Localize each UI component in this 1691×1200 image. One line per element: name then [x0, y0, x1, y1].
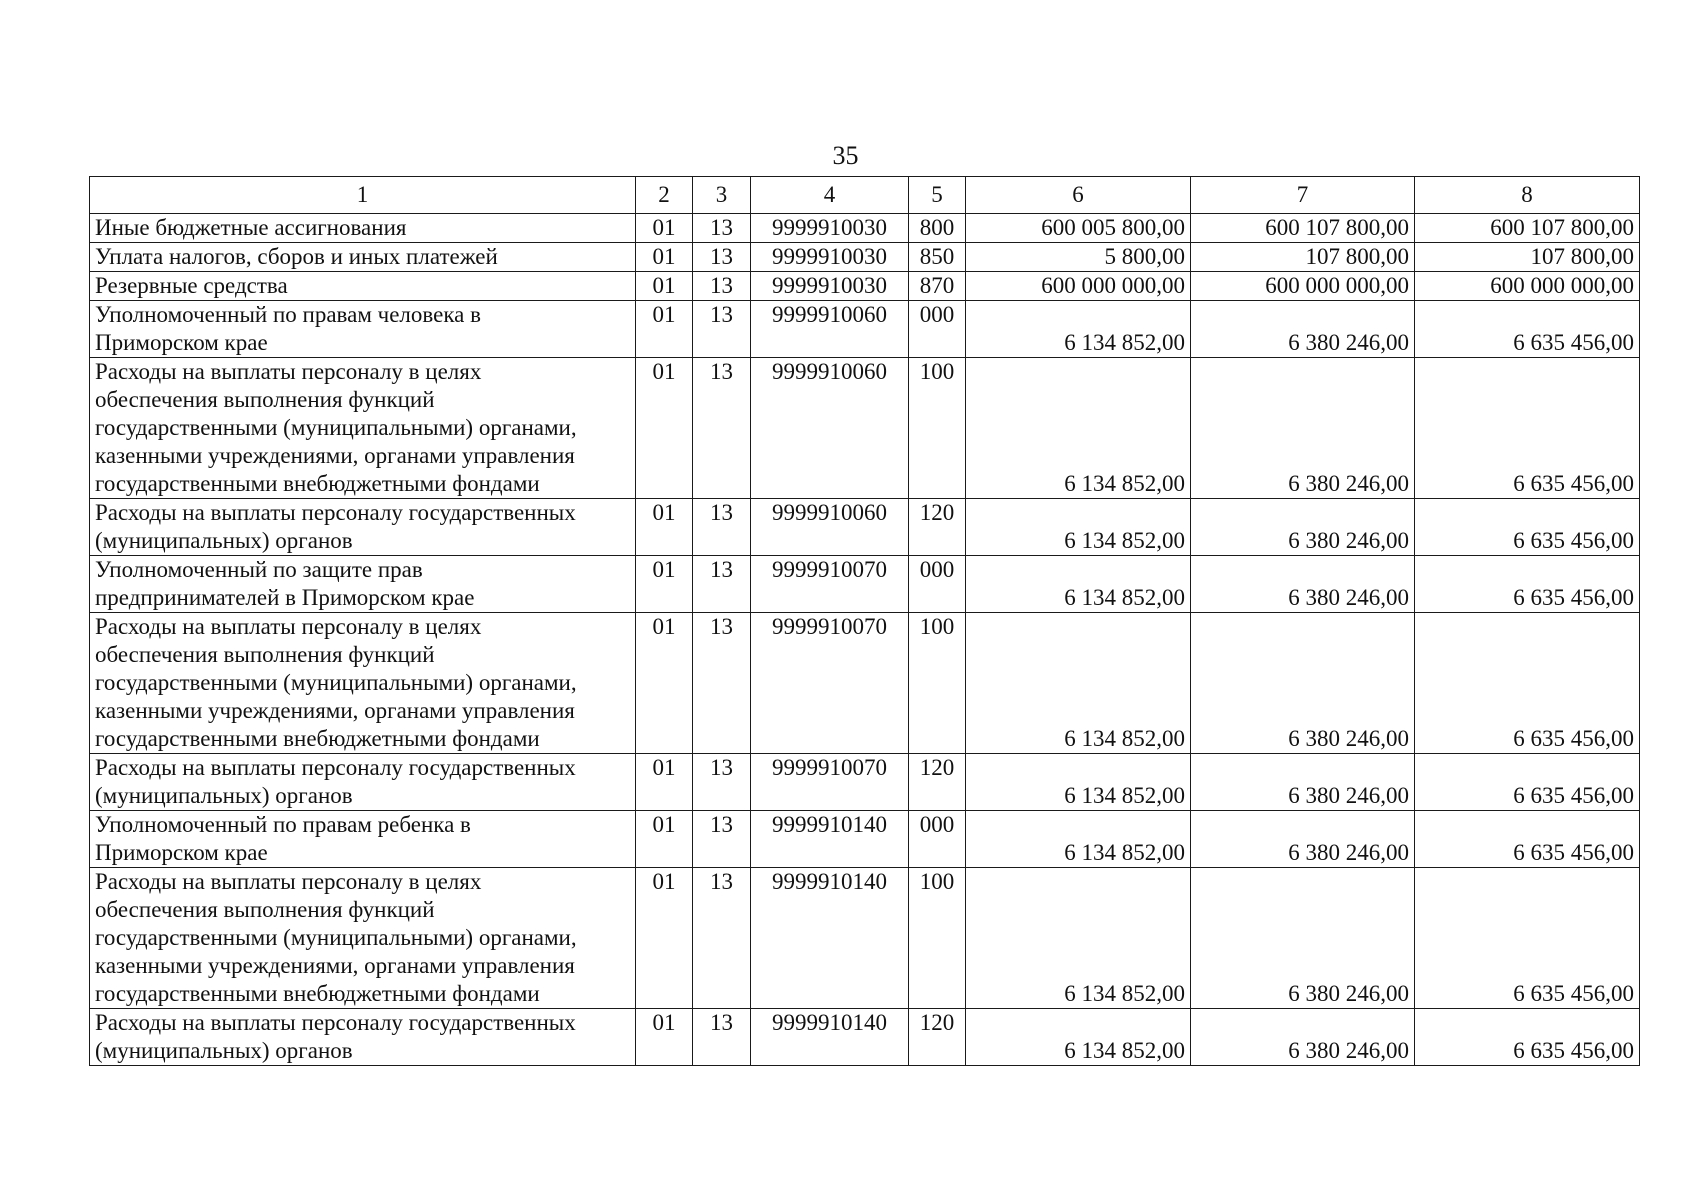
row-amount-cell-c7: 6 380 246,00 [1191, 868, 1415, 1009]
row-code-cell-c2: 01 [636, 301, 693, 358]
row-amount-cell-c7: 600 107 800,00 [1191, 214, 1415, 243]
row-name-line: Расходы на выплаты персоналу в целях [95, 869, 482, 894]
row-code-cell-c2: 01 [636, 613, 693, 754]
table-row [90, 499, 1640, 556]
row-name-cell [90, 214, 636, 243]
row-code-cell-c3: 13 [693, 272, 751, 301]
row-name-cell [90, 499, 636, 556]
row-name-line: государственными (муниципальными) органами, [95, 925, 577, 950]
row-name-line: Расходы на выплаты персоналу государственных [95, 500, 576, 525]
row-name-line: (муниципальных) органов [95, 528, 353, 553]
row-amount-cell-c8: 600 107 800,00 [1415, 214, 1640, 243]
row-amount-cell-c7: 6 380 246,00 [1191, 754, 1415, 811]
row-name-line: (муниципальных) органов [95, 1038, 353, 1063]
row-code-cell-c3: 13 [693, 754, 751, 811]
header-cell-2: 2 [636, 177, 693, 214]
row-name-line: государственными (муниципальными) органами, [95, 670, 577, 695]
page-number: 35 [832, 141, 859, 170]
row-amount-cell-c6: 6 134 852,00 [966, 556, 1191, 613]
table-row [90, 868, 1640, 1009]
row-code-cell-c2: 01 [636, 754, 693, 811]
header-cell-1: 1 [90, 177, 636, 214]
table-row [90, 358, 1640, 499]
header-cell-5: 5 [909, 177, 966, 214]
row-code-cell-c2: 01 [636, 272, 693, 301]
row-code-cell-c5: 870 [909, 272, 966, 301]
row-amount-cell-c6: 6 134 852,00 [966, 613, 1191, 754]
row-code-cell-c3: 13 [693, 556, 751, 613]
row-code-cell-c3: 13 [693, 613, 751, 754]
row-amount-cell-c8: 6 635 456,00 [1415, 613, 1640, 754]
row-code-cell-c4: 9999910030 [751, 214, 909, 243]
row-amount-cell-c7: 6 380 246,00 [1191, 358, 1415, 499]
row-code-cell-c3: 13 [693, 358, 751, 499]
row-code-cell-c4: 9999910140 [751, 1009, 909, 1066]
row-code-cell-c3: 13 [693, 868, 751, 1009]
row-amount-cell-c8: 6 635 456,00 [1415, 301, 1640, 358]
row-code-cell-c5: 100 [909, 613, 966, 754]
row-code-cell-c2: 01 [636, 556, 693, 613]
table-row [90, 556, 1640, 613]
row-code-cell-c3: 13 [693, 214, 751, 243]
row-amount-cell-c8: 107 800,00 [1415, 243, 1640, 272]
row-code-cell-c3: 13 [693, 301, 751, 358]
table-row [90, 1009, 1640, 1066]
table-row [90, 214, 1640, 243]
row-name-line: Расходы на выплаты персоналу государственных [95, 755, 576, 780]
row-amount-cell-c7: 6 380 246,00 [1191, 556, 1415, 613]
header-row [90, 177, 1640, 214]
row-name-line: Уполномоченный по правам ребенка в [95, 812, 471, 837]
row-name-cell [90, 272, 636, 301]
row-amount-cell-c6: 600 000 000,00 [966, 272, 1191, 301]
row-amount-cell-c6: 600 005 800,00 [966, 214, 1191, 243]
row-amount-cell-c8: 6 635 456,00 [1415, 1009, 1640, 1066]
row-code-cell-c4: 9999910030 [751, 272, 909, 301]
row-amount-cell-c8: 6 635 456,00 [1415, 811, 1640, 868]
row-amount-cell-c7: 6 380 246,00 [1191, 613, 1415, 754]
row-code-cell-c3: 13 [693, 1009, 751, 1066]
row-amount-cell-c8: 6 635 456,00 [1415, 754, 1640, 811]
row-name-cell [90, 1009, 636, 1066]
row-amount-cell-c8: 6 635 456,00 [1415, 868, 1640, 1009]
row-code-cell-c5: 120 [909, 1009, 966, 1066]
row-name-line: (муниципальных) органов [95, 783, 353, 808]
header-cell-4: 4 [751, 177, 909, 214]
row-name-cell [90, 613, 636, 754]
row-code-cell-c2: 01 [636, 358, 693, 499]
row-amount-cell-c7: 107 800,00 [1191, 243, 1415, 272]
row-name-line: Резервные средства [95, 273, 288, 298]
row-name-line: казенными учреждениями, органами управления [95, 953, 575, 978]
table-row [90, 613, 1640, 754]
row-code-cell-c5: 800 [909, 214, 966, 243]
row-amount-cell-c8: 6 635 456,00 [1415, 556, 1640, 613]
row-name-line: государственными (муниципальными) органами, [95, 415, 577, 440]
table-body [90, 214, 1640, 1066]
row-code-cell-c2: 01 [636, 243, 693, 272]
row-name-cell [90, 868, 636, 1009]
row-code-cell-c5: 850 [909, 243, 966, 272]
header-cell-8: 8 [1415, 177, 1640, 214]
row-name-cell [90, 301, 636, 358]
row-code-cell-c4: 9999910030 [751, 243, 909, 272]
row-amount-cell-c7: 6 380 246,00 [1191, 301, 1415, 358]
header-cell-3: 3 [693, 177, 751, 214]
row-code-cell-c4: 9999910140 [751, 868, 909, 1009]
row-name-line: Уполномоченный по защите прав [95, 557, 423, 582]
row-code-cell-c4: 9999910070 [751, 754, 909, 811]
row-code-cell-c2: 01 [636, 868, 693, 1009]
row-code-cell-c5: 000 [909, 811, 966, 868]
row-name-line: Уплата налогов, сборов и иных платежей [95, 244, 498, 269]
row-name-line: казенными учреждениями, органами управления [95, 443, 575, 468]
row-name-cell [90, 358, 636, 499]
row-name-line: Иные бюджетные ассигнования [95, 215, 407, 240]
row-amount-cell-c6: 6 134 852,00 [966, 499, 1191, 556]
row-name-cell [90, 754, 636, 811]
row-amount-cell-c6: 5 800,00 [966, 243, 1191, 272]
row-name-line: обеспечения выполнения функций [95, 387, 435, 412]
row-amount-cell-c7: 600 000 000,00 [1191, 272, 1415, 301]
row-name-cell [90, 811, 636, 868]
row-name-line: Расходы на выплаты персоналу в целях [95, 614, 482, 639]
row-code-cell-c5: 120 [909, 499, 966, 556]
row-amount-cell-c8: 6 635 456,00 [1415, 499, 1640, 556]
row-code-cell-c4: 9999910070 [751, 556, 909, 613]
row-code-cell-c2: 01 [636, 214, 693, 243]
row-name-cell [90, 243, 636, 272]
row-code-cell-c4: 9999910140 [751, 811, 909, 868]
row-name-line: Расходы на выплаты персоналу в целях [95, 359, 482, 384]
header-cell-7: 7 [1191, 177, 1415, 214]
row-name-line: обеспечения выполнения функций [95, 897, 435, 922]
row-name-line: Приморском крае [95, 330, 268, 355]
row-name-line: Приморском крае [95, 840, 268, 865]
row-amount-cell-c8: 600 000 000,00 [1415, 272, 1640, 301]
row-amount-cell-c7: 6 380 246,00 [1191, 1009, 1415, 1066]
row-code-cell-c3: 13 [693, 811, 751, 868]
table-row [90, 272, 1640, 301]
row-amount-cell-c7: 6 380 246,00 [1191, 499, 1415, 556]
row-amount-cell-c6: 6 134 852,00 [966, 358, 1191, 499]
row-amount-cell-c6: 6 134 852,00 [966, 301, 1191, 358]
header-cell-6: 6 [966, 177, 1191, 214]
row-code-cell-c5: 000 [909, 301, 966, 358]
row-code-cell-c2: 01 [636, 1009, 693, 1066]
row-code-cell-c4: 9999910060 [751, 499, 909, 556]
row-amount-cell-c6: 6 134 852,00 [966, 868, 1191, 1009]
row-code-cell-c3: 13 [693, 243, 751, 272]
row-amount-cell-c6: 6 134 852,00 [966, 811, 1191, 868]
row-amount-cell-c8: 6 635 456,00 [1415, 358, 1640, 499]
row-name-cell [90, 556, 636, 613]
row-code-cell-c5: 120 [909, 754, 966, 811]
row-amount-cell-c7: 6 380 246,00 [1191, 811, 1415, 868]
row-code-cell-c2: 01 [636, 811, 693, 868]
row-amount-cell-c6: 6 134 852,00 [966, 1009, 1191, 1066]
row-name-line: обеспечения выполнения функций [95, 642, 435, 667]
row-name-line: предпринимателей в Приморском крае [95, 585, 475, 610]
row-name-line: государственными внебюджетными фондами [95, 981, 540, 1006]
row-amount-cell-c6: 6 134 852,00 [966, 754, 1191, 811]
table-row [90, 301, 1640, 358]
table-row [90, 811, 1640, 868]
row-name-line: Уполномоченный по правам человека в [95, 302, 481, 327]
row-name-line: казенными учреждениями, органами управления [95, 698, 575, 723]
row-code-cell-c3: 13 [693, 499, 751, 556]
row-code-cell-c5: 000 [909, 556, 966, 613]
row-code-cell-c5: 100 [909, 868, 966, 1009]
table-row [90, 243, 1640, 272]
row-name-line: государственными внебюджетными фондами [95, 726, 540, 751]
row-code-cell-c5: 100 [909, 358, 966, 499]
budget-table [89, 176, 1640, 1066]
row-name-line: государственными внебюджетными фондами [95, 471, 540, 496]
row-code-cell-c4: 9999910070 [751, 613, 909, 754]
row-code-cell-c4: 9999910060 [751, 358, 909, 499]
row-name-line: Расходы на выплаты персоналу государственных [95, 1010, 576, 1035]
table-row [90, 754, 1640, 811]
row-code-cell-c4: 9999910060 [751, 301, 909, 358]
row-code-cell-c2: 01 [636, 499, 693, 556]
